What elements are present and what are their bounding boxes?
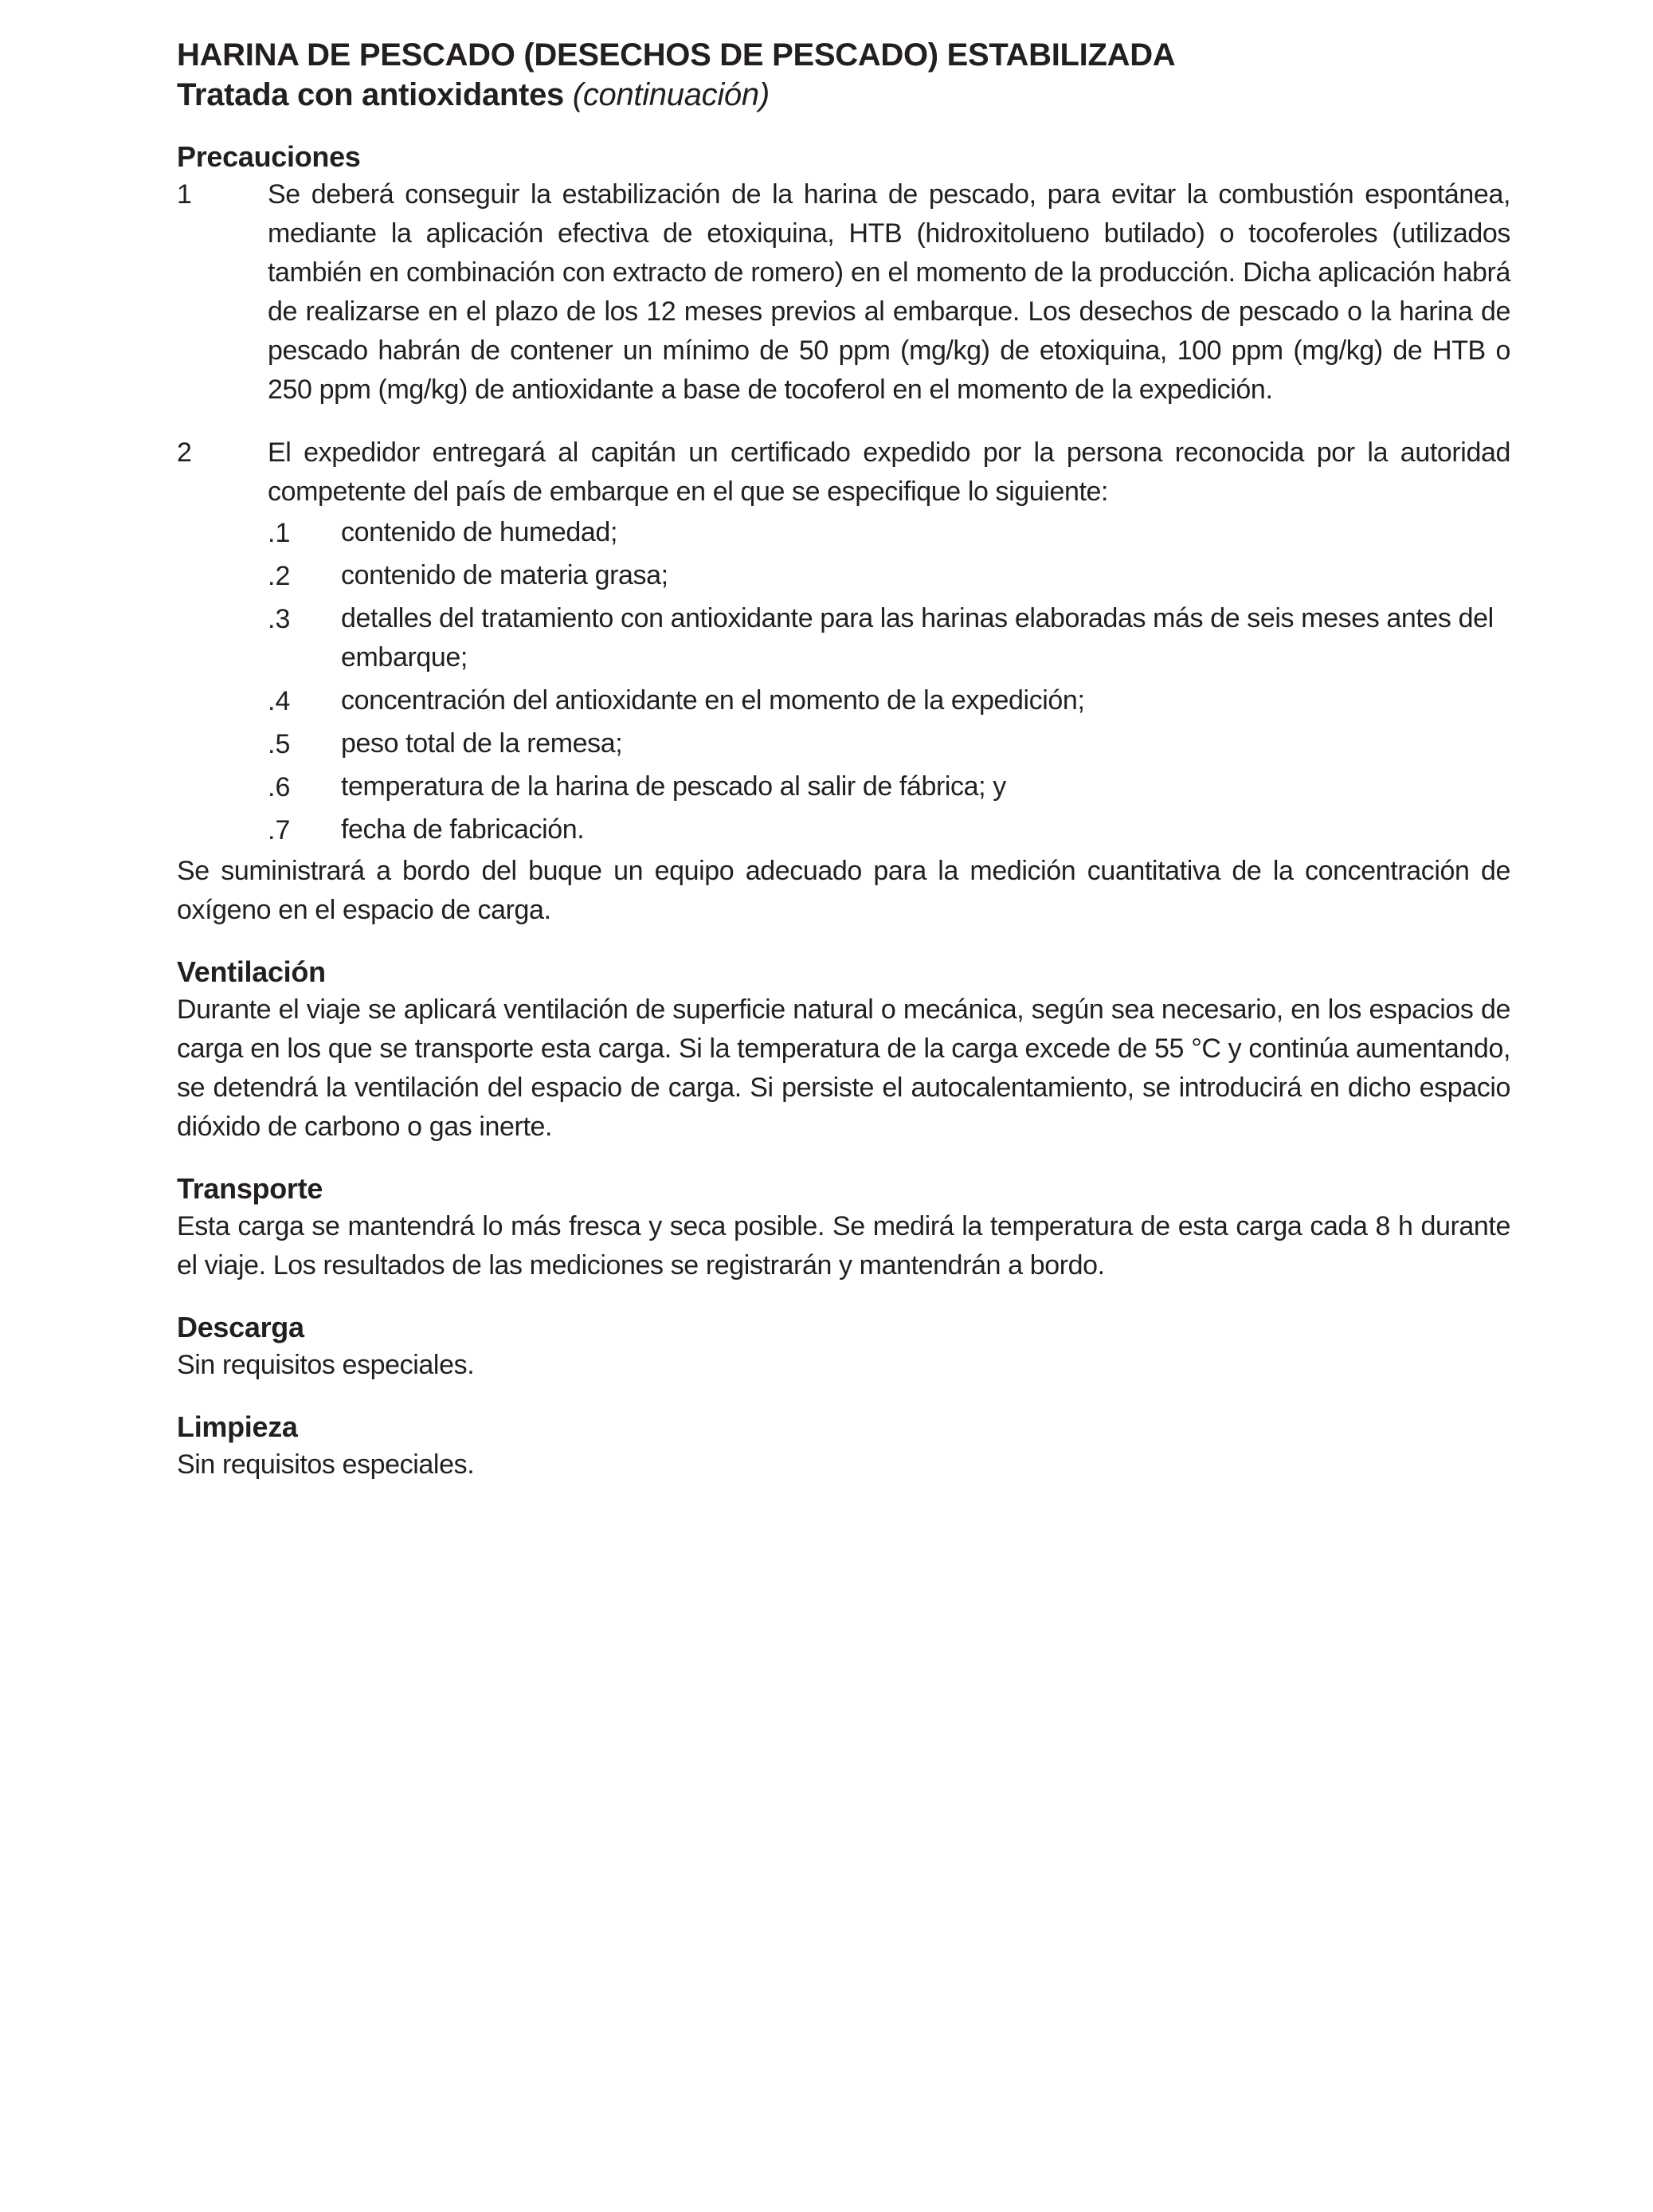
subitem-number: .3: [268, 604, 291, 634]
document-title: HARINA DE PESCADO (DESECHOS DE PESCADO) ESTABILIZADA: [177, 37, 1176, 73]
section-heading: Limpieza: [177, 1410, 298, 1443]
numbered-item-2: [177, 433, 1510, 852]
subitem-number: .2: [268, 561, 291, 591]
list-item: [268, 512, 1510, 555]
subitem-number: .7: [268, 815, 291, 845]
section-heading: Transporte: [177, 1172, 323, 1205]
subitem-number: .6: [268, 772, 291, 802]
item-number: 1: [177, 179, 192, 210]
document-page: [177, 35, 1510, 1484]
section-descarga: [177, 1309, 1510, 1385]
certificate-requirements-list: [268, 512, 1510, 852]
section-text: Durante el viaje se aplicará ventilación de superficie natural o mecánica, según sea necesario, en los espacios de carga en los que se transporte esta carga. Si la temperatura de la carga excede de 55 °C y continúa aumentando, se detendrá la ventilación del espacio de carga. Si persiste el autocalentamiento, se introducirá en dicho espacio dióxido de carbono o gas inerte.: [177, 994, 1510, 1142]
subitem-text: detalles del tratamiento con antioxidante para las harinas elaboradas más de seis meses antes del embarque;: [341, 603, 1494, 673]
item-text: El expedidor entregará al capitán un certificado expedido por la persona reconocida por la autoridad competente del país de embarque en el que se especifique lo siguiente:: [268, 437, 1510, 507]
subtitle-main: Tratada con antioxidantes: [177, 77, 564, 112]
list-item: [268, 680, 1510, 723]
section-heading: Precauciones: [177, 140, 361, 173]
document-subtitle: [177, 75, 1510, 115]
subitem-number: .4: [268, 686, 291, 716]
section-heading: Ventilación: [177, 955, 326, 988]
subitem-text: contenido de materia grasa;: [341, 560, 668, 590]
subitem-text: concentración del antioxidante en el momento de la expedición;: [341, 685, 1085, 716]
section-text: Sin requisitos especiales.: [177, 1350, 475, 1380]
subitem-text: contenido de humedad;: [341, 517, 617, 547]
section-transporte: [177, 1171, 1510, 1285]
list-item: [268, 598, 1510, 680]
item-number: 2: [177, 437, 192, 468]
section-limpieza: [177, 1409, 1510, 1484]
section-heading: Descarga: [177, 1311, 304, 1343]
section-text: Esta carga se mantendrá lo más fresca y seca posible. Se medirá la temperatura de esta carga cada 8 h durante el viaje. Los resultados de las mediciones se registrarán y mantendrán a bordo.: [177, 1211, 1510, 1281]
numbered-item-1: [177, 175, 1510, 410]
list-item: [268, 766, 1510, 809]
subitem-number: .1: [268, 518, 291, 548]
list-item: [268, 555, 1510, 598]
subitem-text: peso total de la remesa;: [341, 728, 623, 759]
section-ventilacion: [177, 954, 1510, 1147]
subitem-text: temperatura de la harina de pescado al salir de fábrica; y: [341, 771, 1006, 802]
subtitle-continuation: (continuación): [572, 77, 770, 112]
item-text: Se deberá conseguir la estabilización de la harina de pescado, para evitar la combustión espontánea, mediante la aplicación efectiva de etoxiquina, HTB (hidroxitolueno butilado) o tocoferoles (utilizados también en combinación con extracto de romero) en el momento de la producción. Dicha aplicación habrá de realizarse en el plazo de los 12 meses previos al embarque. Los desechos de pescado o la harina de pescado habrán de contener un mínimo de 50 ppm (mg/kg) de etoxiquina, 100 ppm (mg/kg) de HTB o 250 ppm (mg/kg) de antioxidante a base de tocoferol en el momento de la expedición.: [268, 179, 1510, 405]
subitem-number: .5: [268, 729, 291, 759]
precauciones-closing-text: Se suministrará a bordo del buque un equipo adecuado para la medición cuantitativa de la concentración de oxígeno en el espacio de carga.: [177, 856, 1510, 925]
list-item: [268, 809, 1510, 852]
section-precauciones: [177, 139, 1510, 930]
subitem-text: fecha de fabricación.: [341, 814, 585, 845]
section-text: Sin requisitos especiales.: [177, 1449, 475, 1480]
list-item: [268, 723, 1510, 766]
